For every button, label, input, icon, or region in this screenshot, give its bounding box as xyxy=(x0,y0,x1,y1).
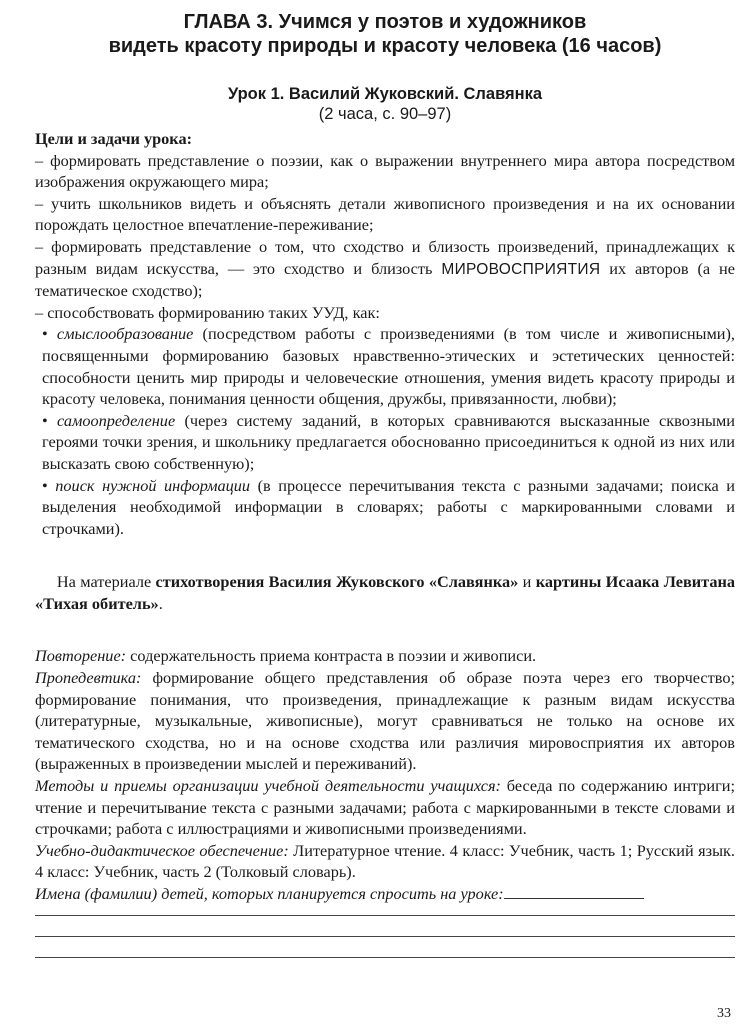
names-fill-line xyxy=(504,897,644,899)
repetition-paragraph: Повторение: содержательность приема контраста в поэзии и живописи. xyxy=(35,646,537,666)
chapter-title-line-1: ГЛАВА 3. Учимся у поэтов и художников xyxy=(183,11,587,33)
write-line xyxy=(35,957,735,958)
uud-bullet: • поиск нужной информации (в процессе перечитывания текста с разными задачами; поиска и выделения необходимой информации в словарях; работы с маркированными словами и строчками). xyxy=(42,475,735,538)
goals-heading: Цели и задачи урока: xyxy=(35,129,193,148)
uud-bullet: • самоопределение (через систему заданий, в которых сравниваются высказанные сквозными героями точки зрения, и школьнику предлагается обоснованно присоединиться к одной из них или высказать свою собственную); xyxy=(42,410,736,473)
uud-bullet: • смыслообразование (посредством работы с произведениями (в том числе и живописными), посвященными формированию базовых нравственно-этических и эстетических ценностей: способности ценить мир природы и человеческие отношения, умения видеть красоту природы и красоту человека, понимания ценности общения, дружбы, привязанности, любви); xyxy=(42,324,735,409)
write-line xyxy=(35,936,735,937)
names-label: Имена (фамилии) детей, которых планируется спросить на уроке: xyxy=(35,884,504,903)
material-painting: картины Исаака Левитана «Тихая обитель» xyxy=(35,572,735,613)
lesson-subtitle: (2 часа, с. 90–97) xyxy=(318,105,452,123)
chapter-title-line-2: видеть красоту природы и красоту человека (16 часов) xyxy=(108,35,662,57)
names-paragraph xyxy=(35,883,735,905)
page xyxy=(35,0,735,1036)
bullet-mark: • xyxy=(42,475,48,495)
bullet-mark: • xyxy=(42,410,48,430)
goal-item: – способствовать формированию таких УУД, как: xyxy=(35,302,380,322)
lesson-goals xyxy=(35,128,735,539)
goal-item: – формировать представление о поэзии, как о выражении внутреннего мира автора посредством изображения окружающего мира; xyxy=(35,150,735,192)
propaedeutics-label: Пропедевтика: xyxy=(35,668,142,688)
bullet-mark: • xyxy=(42,324,48,344)
methods-label: Методы и приемы организации учебной деятельности учащихся: xyxy=(35,776,501,796)
lesson-title: Урок 1. Василий Жуковский. Славянка xyxy=(227,85,543,103)
emphasis-caps: МИРОВОСПРИЯТИЯ xyxy=(441,260,601,278)
support-label: Учебно-дидактическое обеспечение: xyxy=(35,840,289,860)
lesson-material: На материале стихотворения Василия Жуковского «Славянка» и картины Исаака Левитана «Тихая обитель». xyxy=(35,572,735,613)
write-line xyxy=(35,915,735,916)
goal-item: – формировать представление о том, что сходство и близость произведений, принадлежащих к разным видам искусства, — это сходство и близость МИРОВОСПРИЯТИЯ их авторов (а не тематическое сходство); xyxy=(35,236,735,301)
propaedeutics-paragraph: Пропедевтика: формирование общего представления об образе поэта через его творчество; формирование понимания, что произведения, принадлежащие к разным видам искусства (литературные, музыкальные, живописные), могут сравниваться не только на основе их тематического сходства, но и на основе сходства или различия мировосприятия их авторов (выраженных в произведении мыслей и переживаний). xyxy=(35,668,735,774)
bullet-term: самоопределение xyxy=(57,410,176,430)
bullet-term: поиск нужной информации xyxy=(55,475,251,495)
repetition-label: Повторение: xyxy=(35,646,127,666)
lesson-details xyxy=(35,645,735,904)
goal-item: – учить школьников видеть и объяснять детали живописного произведения и на их основании порождать целостное впечатление-переживание; xyxy=(35,193,735,235)
methods-paragraph: Методы и приемы организации учебной деятельности учащихся: беседа по содержанию интриги; чтение и перечитывание текста с разными задачами; работа с маркированными в тексте словами и строчками; работа с иллюстрациями и живописными произведениями. xyxy=(35,776,736,839)
write-in-lines xyxy=(35,915,735,958)
support-paragraph: Учебно-дидактическое обеспечение: Литературное чтение. 4 класс: Учебник, часть 1; Русский язык. 4 класс: Учебник, часть 2 (Толковый словарь). xyxy=(35,840,735,882)
bullet-term: смыслообразование xyxy=(56,324,194,344)
chapter-title xyxy=(35,10,735,58)
material-poem: стихотворения Василия Жуковского «Славянка» xyxy=(155,572,519,592)
page-number: 33 xyxy=(717,1006,731,1021)
